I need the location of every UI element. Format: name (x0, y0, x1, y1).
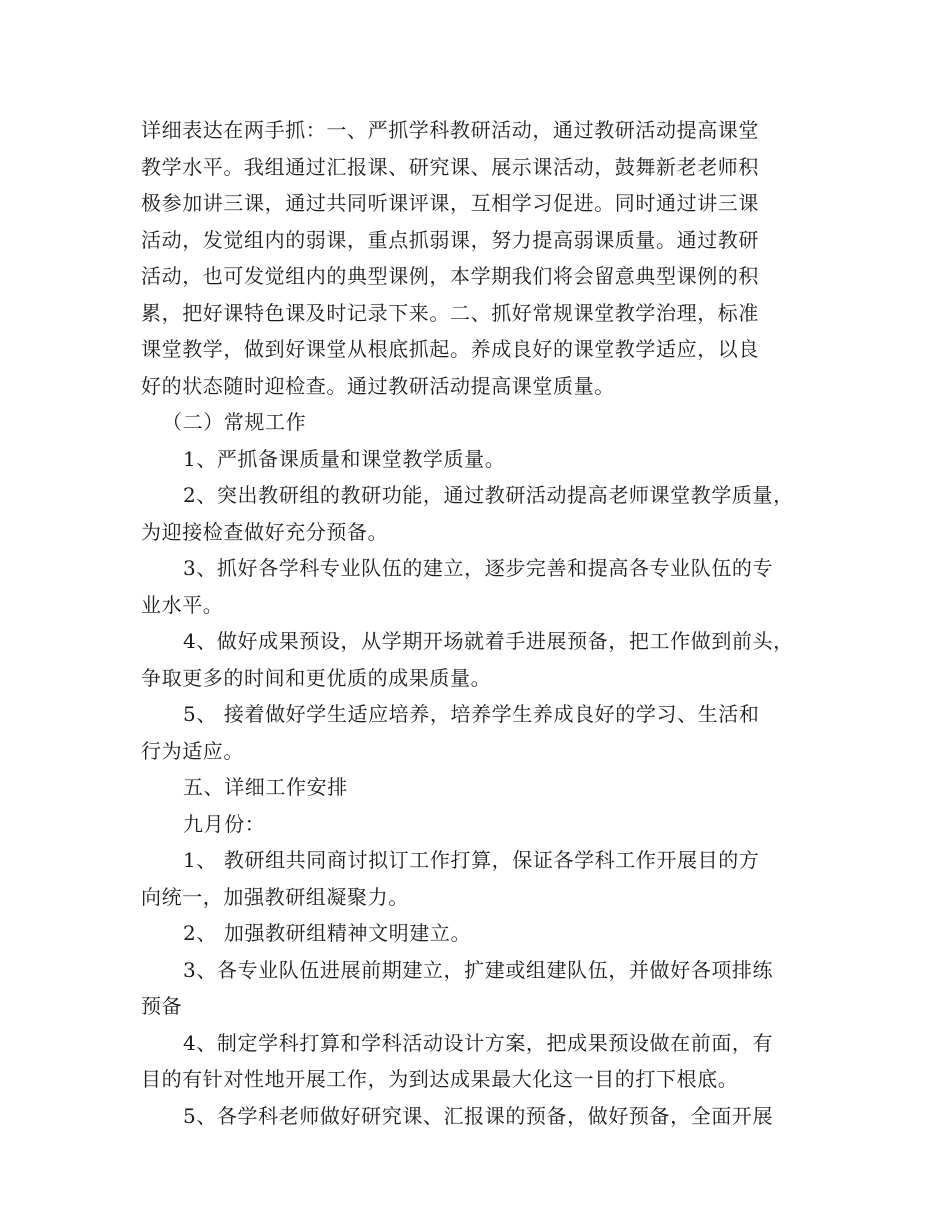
list-item-continuation: 目的有针对性地开展工作，为到达成果最大化这一目的打下根底。 (141, 1067, 739, 1091)
document-body (141, 112, 813, 1134)
list-item: 1、 教研组共同商讨拟订工作打算，保证各学科工作开展目的方 (183, 848, 760, 872)
list-item: 3、各专业队伍进展前期建立，扩建或组建队伍，并做好各项排练 (183, 957, 774, 982)
paragraph-line: 详细表达在两手抓：一、严抓学科教研活动，通过教研活动提高课堂 (141, 118, 759, 142)
list-item: 1、严抓备课质量和课堂教学质量。 (183, 446, 506, 471)
list-item-continuation: 预备 (141, 994, 183, 1018)
list-item: 4、制定学科打算和学科活动设计方案，把成果预设做在前面，有 (183, 1030, 774, 1055)
paragraph-line: 活动，也可发觉组内的典型课例，本学期我们将会留意典型课例的积 (141, 264, 759, 288)
paragraph-line: 好的状态随时迎检查。通过教研活动提高课堂质量。 (141, 373, 615, 398)
list-item-continuation: 为迎接检查做好充分预备。 (141, 519, 389, 544)
list-item: 5、 接着做好学生适应培养，培养学生养成良好的学习、生活和 (183, 702, 760, 726)
paragraph-line: 极参加讲三课，通过共同听课评课，互相学习促进。同时通过讲三课 (141, 191, 759, 215)
list-item: 4、做好成果预设，从学期开场就着手进展预备，把工作做到前头， (183, 629, 794, 653)
list-item: 2、突出教研组的教研功能，通过教研活动提高老师课堂教学质量， (183, 483, 794, 507)
paragraph-line: 教学水平。我组通过汇报课、研究课、展示课活动，鼓舞新老老师积 (141, 154, 759, 179)
list-item-continuation: 向统一，加强教研组凝聚力。 (141, 884, 409, 909)
section-heading: （二）常规工作 (162, 410, 307, 434)
paragraph-line: 累，把好课特色课及时记录下来。二、抓好常规课堂教学治理，标准 (141, 300, 759, 325)
list-item-continuation: 业水平。 (141, 592, 224, 617)
paragraph-line: 活动，发觉组内的弱课，重点抓弱课，努力提高弱课质量。通过教研 (141, 227, 759, 252)
list-item-continuation: 争取更多的时间和更优质的成果质量。 (141, 665, 492, 690)
list-item-continuation: 行为适应。 (141, 738, 244, 763)
list-item: 5、各学科老师做好研究课、汇报课的预备，做好预备，全面开展 (183, 1103, 774, 1128)
list-item: 2、 加强教研组精神文明建立。 (183, 921, 472, 945)
subsection-heading: 九月份： (183, 811, 266, 836)
paragraph-line: 课堂教学，做到好课堂从根底抓起。养成良好的课堂教学适应，以良 (141, 337, 759, 361)
list-item: 3、抓好各学科专业队伍的建立，逐步完善和提高各专业队伍的专 (183, 556, 774, 580)
section-heading: 五、详细工作安排 (183, 775, 348, 799)
